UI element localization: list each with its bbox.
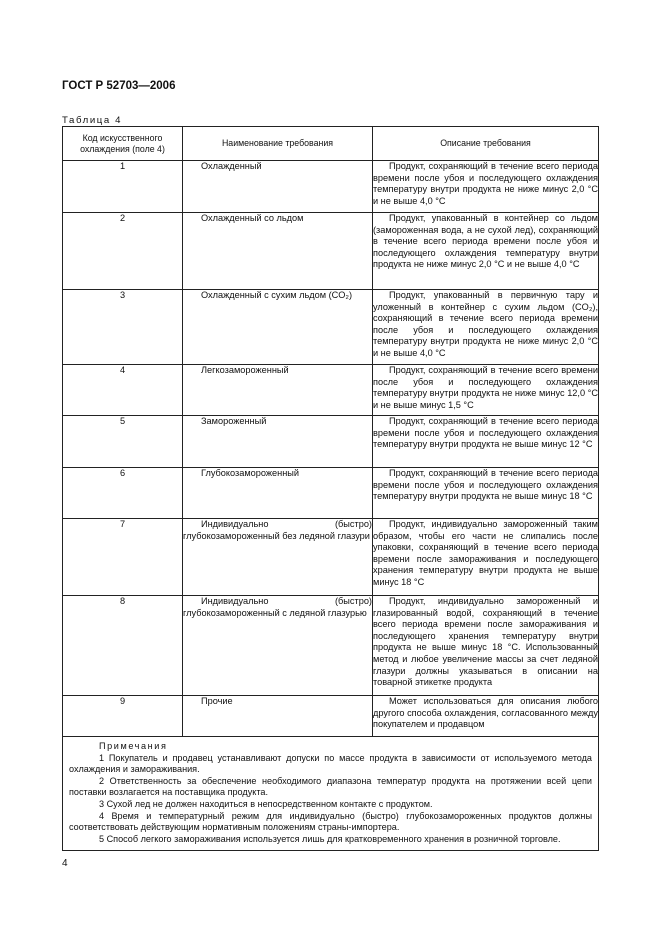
row-description [373, 468, 599, 519]
row-name [183, 468, 373, 519]
row-description-text: Продукт, сохраняющий в течение всего периода времени после убоя и последующего охлаждения температуру внутри продукта не выше минус 18 °С [373, 468, 598, 502]
notes-cell [63, 737, 599, 851]
table-row [63, 519, 599, 596]
row-description [373, 696, 599, 737]
note-item: 2 Ответственность за обеспечение необходимого диапазона температур продукта на протяжении всей цепи поставки возлагается на поставщика продукта. [69, 775, 592, 798]
row-description [373, 290, 599, 365]
row-name [183, 696, 373, 737]
table-row [63, 365, 599, 416]
notes-row [63, 737, 599, 851]
note-item: 5 Способ легкого замораживания используется лишь для кратковременного хранения в розничной торговле. [99, 833, 561, 844]
row-description-text: Продукт, упакованный в контейнер со льдом (замороженная вода, а не сухой лед), сохраняющий в течение всего периода времени после убоя и последующего охлаждения температуру внутри продукта не ниже минус 2,0 °С и не выше 4,0 °С [373, 213, 598, 270]
row-code: 8 [63, 596, 183, 696]
table-row [63, 468, 599, 519]
table-row [63, 416, 599, 468]
row-code: 3 [63, 290, 183, 365]
row-name [183, 519, 373, 596]
note-item: 4 Время и температурный режим для индивидуально (быстро) глубокозамороженных продуктов должны соответствовать действующим нормативным положениям страны-импортера. [69, 810, 592, 833]
row-description-text: Продукт, индивидуально замороженный и глазированный водой, сохраняющий в течение всего периода времени после замораживания и последующего хранения температуру внутри продукта не выше минус 18 °С. Использованный метод и любое увеличение массы за счет ледяной глазури должны указываться в описании на товарной этикетке продукта [373, 596, 598, 688]
row-name-text: Охлажденный со льдом [201, 213, 304, 223]
row-description [373, 213, 599, 290]
table-row [63, 213, 599, 290]
row-name-text: Индивидуально (быстро) глубокозамороженный без ледяной глазури [183, 519, 372, 541]
requirements-table [62, 126, 599, 851]
row-name-text: Замороженный [201, 416, 267, 426]
row-description-text: Продукт, упакованный в первичную тару и уложенный в контейнер с сухим льдом (CO₂), сохраняющий в течение всего периода времени после убоя и последующего охлаждения температуру внутри продукта не ниже минус 2,0 °С и не выше 4,0 °С [373, 290, 598, 358]
page-number: 4 [62, 858, 68, 869]
table-caption: Таблица 4 [62, 115, 123, 126]
row-description [373, 596, 599, 696]
row-name [183, 596, 373, 696]
row-name-text: Легкозамороженный [201, 365, 289, 375]
table-row [63, 696, 599, 737]
row-code: 5 [63, 416, 183, 468]
table-header-row [63, 127, 599, 161]
row-name [183, 213, 373, 290]
row-name [183, 290, 373, 365]
column-header-name: Наименование требования [183, 127, 373, 161]
row-description-text: Продукт, сохраняющий в течение всего времени после убоя и последующего охлаждения температуру внутри продукта не ниже минус 12,0 °С и не выше минус 1,5 °С [373, 365, 598, 410]
row-name-text: Индивидуально (быстро) глубокозамороженный с ледяной глазурью [183, 596, 372, 618]
document-header: ГОСТ Р 52703—2006 [62, 80, 176, 92]
row-code: 7 [63, 519, 183, 596]
row-code: 4 [63, 365, 183, 416]
row-description-text: Продукт, сохраняющий в течение всего периода времени после убоя и последующего охлаждения температуру внутри продукта не ниже минус 2,0 °С и не выше 4,0 °С [373, 161, 598, 206]
table-row [63, 596, 599, 696]
row-name [183, 416, 373, 468]
row-description-text: Продукт, сохраняющий в течение всего периода времени после убоя и последующего охлаждения температуру внутри продукта не выше минус 12 °С [373, 416, 598, 450]
note-item: 1 Покупатель и продавец устанавливают допуски по массе продукта в зависимости от используемого метода охлаждения и замораживания. [69, 752, 592, 775]
note-item: 3 Сухой лед не должен находиться в непосредственном контакте с продуктом. [99, 798, 433, 809]
column-header-description: Описание требования [373, 127, 599, 161]
row-description-text: Может использоваться для описания любого другого способа охлаждения, согласованного между покупателем и продавцом [373, 696, 598, 730]
table-row [63, 161, 599, 213]
row-code: 6 [63, 468, 183, 519]
row-name [183, 365, 373, 416]
row-name-text: Прочие [201, 696, 233, 706]
row-name-text: Глубокозамороженный [201, 468, 300, 478]
row-description [373, 365, 599, 416]
row-description [373, 519, 599, 596]
row-description-text: Продукт, индивидуально замороженный таким образом, чтобы его части не слипались после упаковки, сохраняющий в течение всего периода времени после замораживания и последующего хранения температуру внутри продукта не выше минус 18 °С [373, 519, 598, 587]
column-header-code: Код искусственного охлаждения (поле 4) [63, 127, 183, 161]
row-name-text: Охлажденный с сухим льдом (CO₂) [201, 290, 353, 300]
row-code: 2 [63, 213, 183, 290]
table-row [63, 290, 599, 365]
row-description [373, 416, 599, 468]
row-name-text: Охлажденный [201, 161, 262, 171]
row-name [183, 161, 373, 213]
row-description [373, 161, 599, 213]
row-code: 9 [63, 696, 183, 737]
notes-title: Примечания [99, 741, 168, 751]
row-code: 1 [63, 161, 183, 213]
